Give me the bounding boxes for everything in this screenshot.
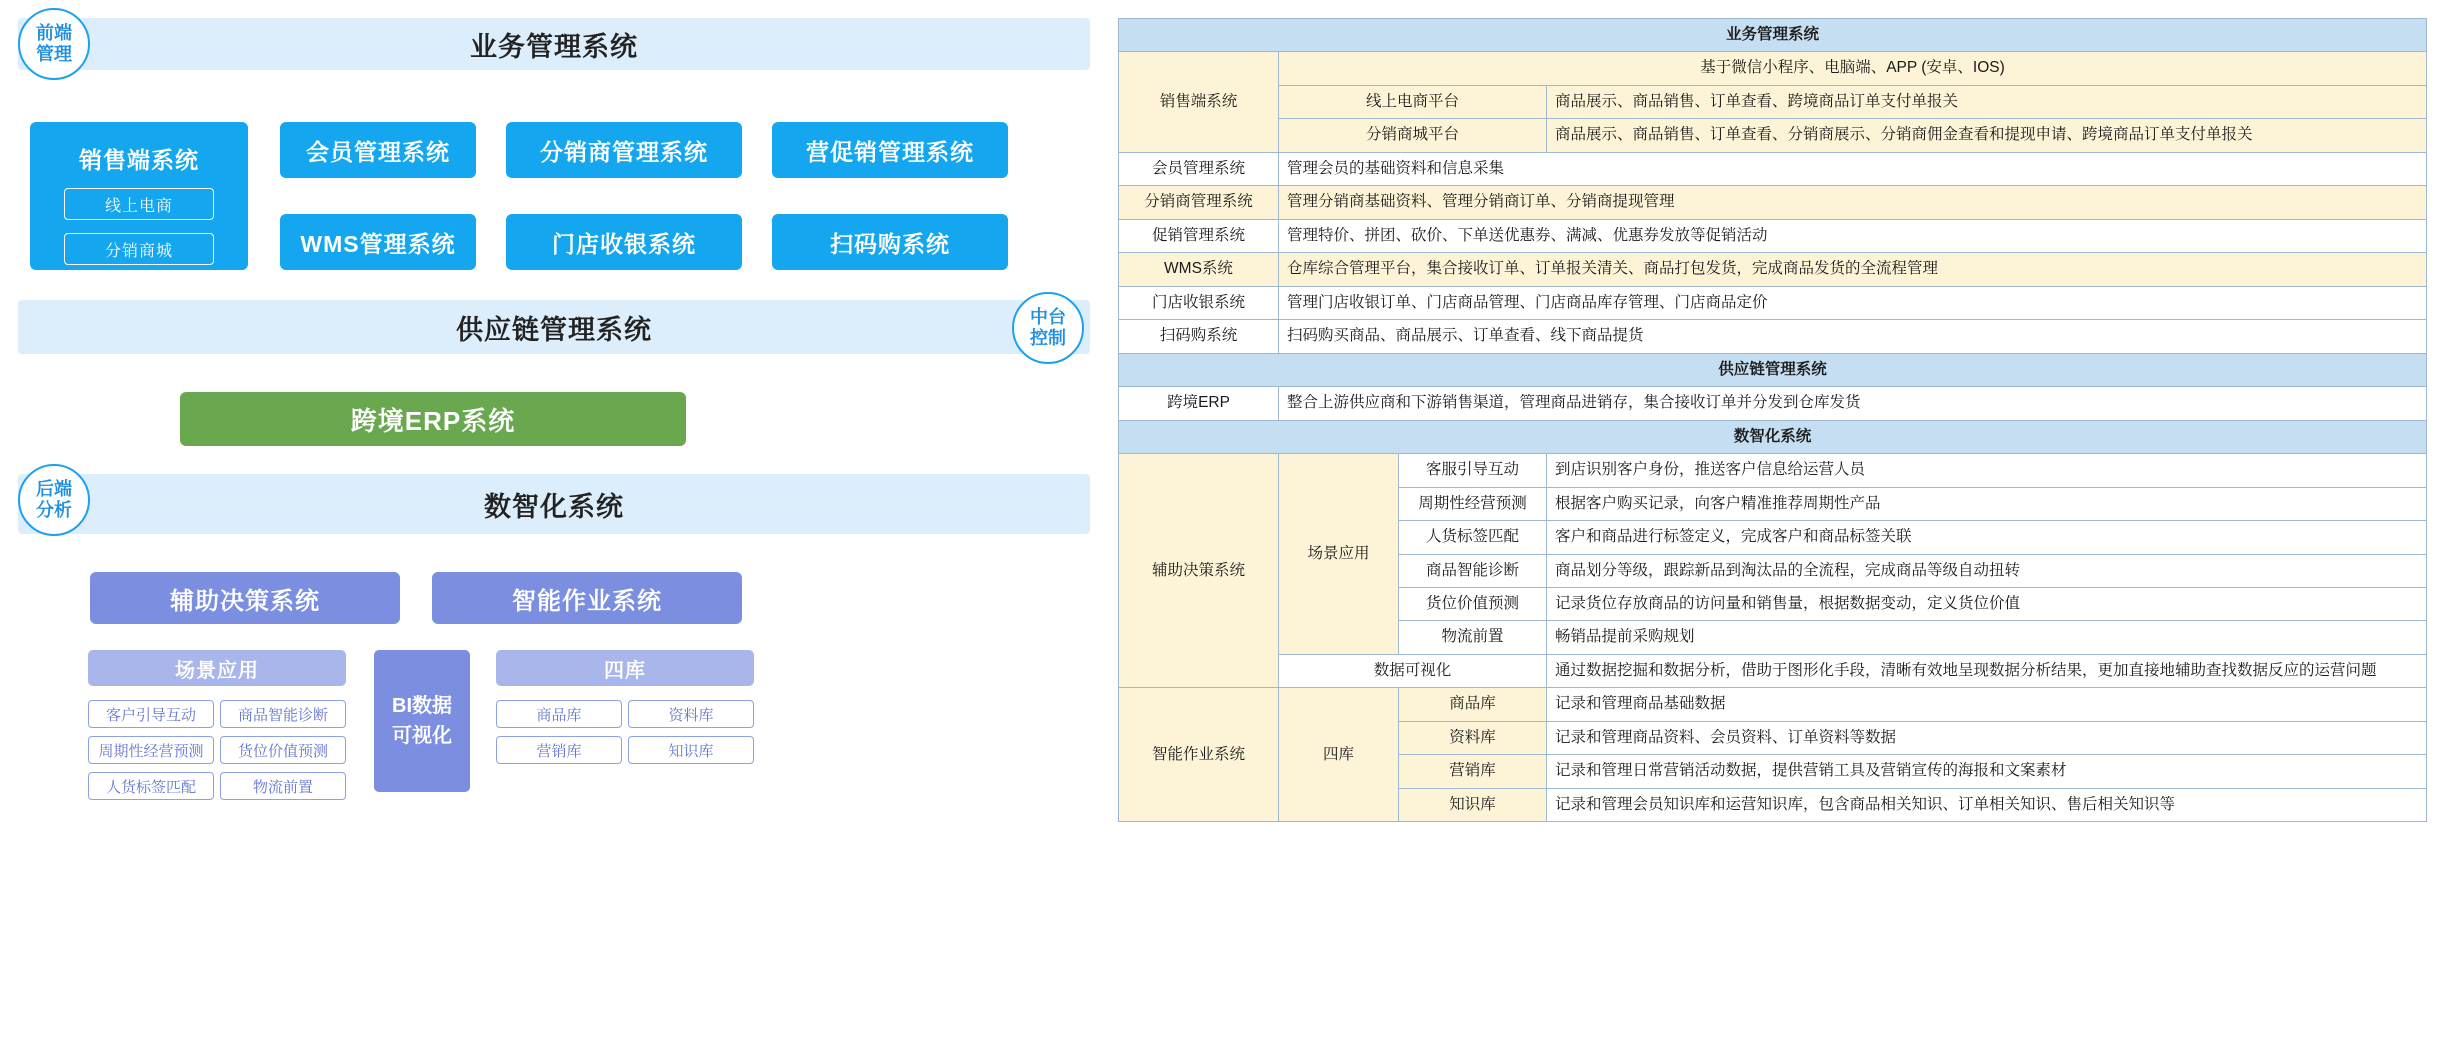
box-distributor-system[interactable]: 分销商管理系统 [506,122,742,178]
cell-online-platform-name: 线上电商平台 [1279,85,1547,118]
head-four-libraries: 四库 [496,650,754,686]
table-row [1119,654,2427,687]
box-decision-system[interactable]: 辅助决策系统 [90,572,400,624]
cell-scene-desc: 根据客户购买记录，向客户精准推荐周期性产品 [1547,487,2427,520]
box-pos-system[interactable]: 门店收银系统 [506,214,742,270]
table-row [1119,119,2427,152]
cell-erp-desc: 整合上游供应商和下游销售渠道，管理商品进销存，集合接收订单并分发到仓库发货 [1279,387,2427,420]
cell-wms-system-name: WMS系统 [1119,253,1279,286]
cell-library-desc: 记录和管理商品基础数据 [1547,688,2427,721]
cell-sales-system-name: 销售端系统 [1119,52,1279,152]
chip-knowledge-library[interactable]: 知识库 [628,736,754,764]
chip-periodic-forecast[interactable]: 周期性经营预测 [88,736,214,764]
cell-library-desc: 记录和管理日常营销活动数据，提供营销工具及营销宣传的海报和文案素材 [1547,755,2427,788]
section-supply-title: 供应链管理系统 [1119,353,2427,386]
chip-slot-value-forecast[interactable]: 货位价值预测 [220,736,346,764]
system-description-table [1118,18,2427,822]
cell-wms-system-desc: 仓库综合管理平台，集合接收订单、订单报关清关、商品打包发货，完成商品发货的全流程管理 [1279,253,2427,286]
table-row [1119,387,2427,420]
cell-scene-name: 周期性经营预测 [1399,487,1547,520]
cell-scene-desc: 记录货位存放商品的访问量和销售量，根据数据变动，定义货位价值 [1547,587,2427,620]
cell-scene-desc: 到店识别客户身份，推送客户信息给运营人员 [1547,454,2427,487]
chip-product-diagnosis[interactable]: 商品智能诊断 [220,700,346,728]
cell-scene-name: 人货标签匹配 [1399,521,1547,554]
box-bi-visualization[interactable]: BI数据 可视化 [374,650,470,792]
cell-pos-system-desc: 管理门店收银订单、门店商品管理、门店商品库存管理、门店商品定价 [1279,286,2427,319]
section-digital-title: 数智化系统 [1119,420,2427,453]
table-row [1119,52,2427,85]
band-digital-system [18,474,1090,534]
cell-distributor-system-name: 分销商管理系统 [1119,186,1279,219]
cell-scan-system-desc: 扫码购买商品、商品展示、订单查看、线下商品提货 [1279,320,2427,353]
box-scan-purchase-system[interactable]: 扫码购系统 [772,214,1008,270]
cell-library-name: 知识库 [1399,788,1547,821]
box-member-system[interactable]: 会员管理系统 [280,122,476,178]
chip-logistics-preposition[interactable]: 物流前置 [220,772,346,800]
table-row [1119,186,2427,219]
chip-product-library[interactable]: 商品库 [496,700,622,728]
cell-library-name: 营销库 [1399,755,1547,788]
cell-scene-name: 商品智能诊断 [1399,554,1547,587]
table-row [1119,320,2427,353]
cell-scene-name: 物流前置 [1399,621,1547,654]
cell-pos-system-name: 门店收银系统 [1119,286,1279,319]
cell-member-system-desc: 管理会员的基础资料和信息采集 [1279,152,2427,185]
band-supply-label: 供应链管理系统 [456,314,652,345]
cell-library-desc: 记录和管理商品资料、会员资料、订单资料等数据 [1547,721,2427,754]
cell-scene-application-name: 场景应用 [1279,454,1399,655]
right-description-table [1118,18,2428,822]
cell-library-name: 资料库 [1399,721,1547,754]
cell-erp-name: 跨境ERP [1119,387,1279,420]
cell-promotion-system-desc: 管理特价、拼团、砍价、下单送优惠券、满减、优惠券发放等促销活动 [1279,219,2427,252]
cell-scan-system-name: 扫码购系统 [1119,320,1279,353]
cell-distributor-platform-name: 分销商城平台 [1279,119,1547,152]
head-scene-application: 场景应用 [88,650,346,686]
box-intelligent-operation-system[interactable]: 智能作业系统 [432,572,742,624]
table-row [1119,688,2427,721]
band-digital-label: 数智化系统 [484,491,624,522]
cell-online-platform-desc: 商品展示、商品销售、订单查看、跨境商品订单支付单报关 [1547,85,2427,118]
cell-visualization-name: 数据可视化 [1279,654,1547,687]
pill-online-ecommerce[interactable]: 线上电商 [64,188,214,220]
chip-marketing-library[interactable]: 营销库 [496,736,622,764]
band-business-system [18,18,1090,70]
table-section-row [1119,420,2427,453]
table-row [1119,253,2427,286]
left-architecture-diagram [0,0,1110,1062]
box-wms-system[interactable]: WMS管理系统 [280,214,476,270]
box-promotion-system[interactable]: 营促销管理系统 [772,122,1008,178]
cell-decision-system-name: 辅助决策系统 [1119,454,1279,688]
cell-distributor-system-desc: 管理分销商基础资料、管理分销商订单、分销商提现管理 [1279,186,2427,219]
chip-tag-matching[interactable]: 人货标签匹配 [88,772,214,800]
box-sales-system[interactable]: 销售端系统 线上电商 分销商城 [30,122,248,270]
cell-scene-name: 货位价值预测 [1399,587,1547,620]
box-cross-border-erp[interactable]: 跨境ERP系统 [180,392,686,446]
cell-library-desc: 记录和管理会员知识库和运营知识库，包含商品相关知识、订单相关知识、售后相关知识等 [1547,788,2427,821]
tag-frontend: 前端 管理 [18,8,90,80]
pill-distributor-mall[interactable]: 分销商城 [64,233,214,265]
tag-backend: 后端 分析 [18,464,90,536]
cell-scene-desc: 客户和商品进行标签定义，完成客户和商品标签关联 [1547,521,2427,554]
table-row [1119,85,2427,118]
cell-scene-name: 客服引导互动 [1399,454,1547,487]
cell-operation-system-name: 智能作业系统 [1119,688,1279,822]
cell-library-name: 商品库 [1399,688,1547,721]
section-business-title: 业务管理系统 [1119,19,2427,52]
chip-customer-guide[interactable]: 客户引导互动 [88,700,214,728]
cell-scene-desc: 商品划分等级，跟踪新品到淘汰品的全流程，完成商品等级自动扭转 [1547,554,2427,587]
cell-visualization-desc: 通过数据挖掘和数据分析，借助于图形化手段，清晰有效地呈现数据分析结果，更加直接地辅助查找数据反应的运营问题 [1547,654,2427,687]
chip-data-library[interactable]: 资料库 [628,700,754,728]
cell-member-system-name: 会员管理系统 [1119,152,1279,185]
cell-four-library-name: 四库 [1279,688,1399,822]
band-business-label: 业务管理系统 [470,31,638,62]
cell-promotion-system-name: 促销管理系统 [1119,219,1279,252]
tag-middle-platform: 中台 控制 [1012,292,1084,364]
cell-distributor-platform-desc: 商品展示、商品销售、订单查看、分销商展示、分销商佣金查看和提现申请、跨境商品订单支付单报关 [1547,119,2427,152]
band-supply-chain [18,300,1090,354]
table-row [1119,454,2427,487]
table-row [1119,219,2427,252]
table-section-row [1119,19,2427,52]
table-row [1119,286,2427,319]
cell-scene-desc: 畅销品提前采购规划 [1547,621,2427,654]
cell-sales-header: 基于微信小程序、电脑端、APP (安卓、IOS) [1279,52,2427,85]
table-section-row [1119,353,2427,386]
table-row [1119,152,2427,185]
